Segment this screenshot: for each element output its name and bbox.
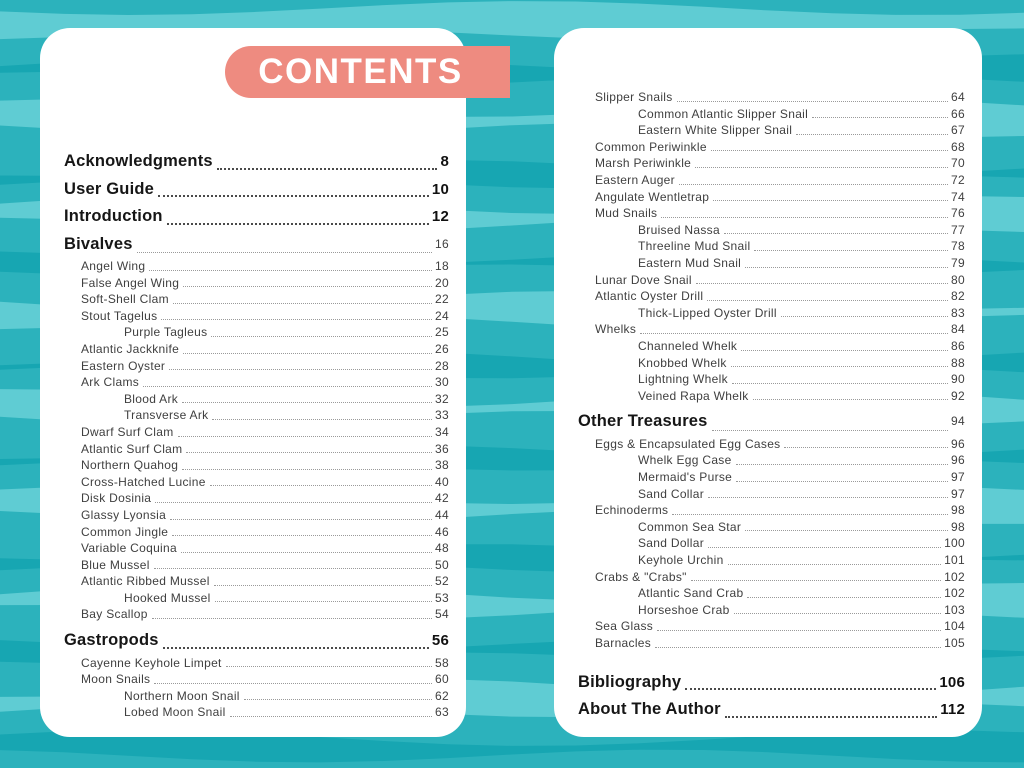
dot-leader	[211, 336, 432, 337]
toc-entry	[64, 540, 449, 557]
toc-entry-label: Atlantic Sand Crab	[638, 586, 744, 601]
toc-entry	[578, 618, 965, 635]
dot-leader	[230, 716, 433, 717]
toc-entry-label: Sea Glass	[595, 619, 654, 634]
dot-leader	[745, 530, 948, 531]
dot-leader	[149, 270, 432, 271]
dot-leader	[754, 250, 948, 251]
toc-page-number: 50	[435, 557, 449, 572]
toc-entry-label: Stout Tagelus	[81, 308, 158, 323]
toc-page-number: 62	[435, 688, 449, 703]
dot-leader	[210, 485, 432, 486]
dot-leader	[679, 184, 948, 185]
toc-left-column	[64, 148, 449, 721]
toc-page-number: 79	[951, 255, 965, 270]
dot-leader	[183, 353, 432, 354]
toc-entry-label: Common Sea Star	[638, 519, 742, 534]
toc-page-number: 112	[940, 701, 965, 718]
dot-leader	[661, 217, 948, 218]
toc-entry-label: Sand Dollar	[638, 536, 705, 551]
toc-page-number: 18	[435, 259, 449, 273]
toc-entry-label: Eastern Oyster	[81, 358, 166, 373]
toc-page-number: 60	[435, 672, 449, 687]
toc-entry-label: Variable Coquina	[81, 541, 177, 556]
toc-page-number: 80	[951, 272, 965, 287]
dot-leader	[695, 167, 948, 168]
toc-page-number: 106	[939, 673, 965, 691]
toc-page-number: 33	[435, 408, 449, 423]
dot-leader	[244, 699, 432, 700]
toc-entry-label: Dwarf Surf Clam	[81, 424, 174, 439]
toc-entry	[578, 272, 965, 289]
toc-entry	[578, 172, 965, 189]
toc-entry	[578, 106, 965, 123]
toc-entry-label: Threeline Mud Snail	[638, 239, 751, 254]
toc-entry	[578, 696, 965, 724]
toc-page-number: 48	[435, 541, 449, 556]
toc-entry	[578, 189, 965, 206]
toc-entry	[64, 557, 449, 574]
dot-leader	[214, 585, 432, 586]
toc-page-number: 24	[435, 308, 449, 323]
toc-entry-label: Angel Wing	[81, 259, 146, 273]
toc-entry-label: Ark Clams	[81, 375, 140, 390]
toc-page-number: 98	[951, 503, 965, 518]
toc-page-number: 90	[951, 372, 965, 387]
dot-leader	[724, 233, 948, 234]
dot-leader	[734, 613, 942, 614]
toc-page-number: 70	[951, 156, 965, 171]
dot-leader	[154, 568, 432, 569]
toc-entry	[64, 671, 449, 688]
toc-entry-label: Echinoderms	[595, 503, 669, 518]
toc-page-number: 44	[435, 507, 449, 522]
dot-leader	[711, 150, 948, 151]
toc-entry-label: Eggs & Encapsulated Egg Cases	[595, 436, 781, 451]
toc-entry-label: Atlantic Surf Clam	[81, 441, 183, 456]
toc-entry-label: Eastern White Slipper Snail	[638, 123, 793, 138]
toc-entry	[578, 602, 965, 619]
toc-entry	[578, 469, 965, 486]
toc-entry-label: Blood Ark	[124, 391, 179, 406]
dot-leader	[226, 666, 432, 667]
dot-leader	[685, 688, 936, 690]
toc-entry	[64, 606, 449, 623]
toc-page-number: 53	[435, 590, 449, 605]
toc-page-number: 56	[431, 632, 449, 650]
dot-leader	[212, 419, 432, 420]
dot-leader	[708, 547, 941, 548]
toc-entry-label: Other Treasures	[578, 412, 708, 431]
toc-entry	[578, 502, 965, 519]
contents-banner	[225, 46, 510, 98]
toc-entry	[64, 457, 449, 474]
toc-entry	[578, 338, 965, 355]
toc-page-number: 98	[951, 519, 965, 534]
toc-entry-label: Bibliography	[578, 672, 682, 691]
toc-page-number: 94	[951, 414, 965, 429]
toc-entry-label: Sand Collar	[638, 486, 705, 501]
dot-leader	[781, 316, 948, 317]
toc-entry	[578, 371, 965, 388]
dot-leader	[137, 252, 432, 253]
toc-page-number: 46	[435, 524, 449, 539]
toc-entry-label: Bay Scallop	[81, 607, 148, 622]
toc-entry-label: Glassy Lyonsia	[81, 507, 167, 522]
dot-leader	[163, 647, 429, 649]
toc-entry	[64, 573, 449, 590]
toc-page-number: 83	[951, 305, 965, 320]
toc-entry	[64, 308, 449, 325]
toc-entry-label: Horseshoe Crab	[638, 602, 730, 617]
dot-leader	[170, 519, 432, 520]
toc-entry	[578, 122, 965, 139]
toc-entry	[64, 627, 449, 655]
toc-page-number: 101	[944, 552, 965, 567]
toc-page-number: 40	[435, 474, 449, 489]
toc-entry	[64, 524, 449, 541]
toc-page-number: 34	[435, 424, 449, 439]
toc-entry	[64, 275, 449, 292]
toc-page-number: 16	[435, 236, 449, 251]
dot-leader	[747, 597, 941, 598]
toc-entry	[64, 424, 449, 441]
toc-entry-label: User Guide	[64, 179, 155, 198]
dot-leader	[812, 117, 948, 118]
page-title: CONTENTS	[258, 52, 463, 91]
toc-entry	[64, 490, 449, 507]
toc-entry	[578, 139, 965, 156]
dot-leader	[169, 369, 432, 370]
toc-page-number: 30	[435, 375, 449, 390]
dot-leader	[725, 716, 937, 718]
toc-page-number: 82	[951, 289, 965, 304]
toc-page-number: 42	[435, 491, 449, 506]
dot-leader	[728, 564, 942, 565]
toc-page-number: 38	[435, 458, 449, 473]
toc-entry-label: Eastern Mud Snail	[638, 255, 742, 270]
toc-page-number: 52	[435, 574, 449, 589]
toc-entry	[578, 355, 965, 372]
toc-entry	[578, 519, 965, 536]
dot-leader	[731, 366, 948, 367]
toc-entry	[64, 655, 449, 672]
toc-page-number: 105	[944, 635, 965, 650]
toc-entry-label: Common Periwinkle	[595, 139, 707, 154]
dot-leader	[181, 552, 432, 553]
toc-entry	[64, 507, 449, 524]
toc-entry	[64, 291, 449, 308]
toc-entry	[578, 155, 965, 172]
toc-entry	[64, 203, 449, 231]
toc-entry	[64, 688, 449, 705]
toc-entry	[64, 441, 449, 458]
toc-entry-label: Angulate Wentletrap	[595, 189, 710, 204]
toc-entry-label: Slipper Snails	[595, 90, 673, 104]
toc-page-number: 12	[431, 208, 449, 225]
toc-entry	[578, 669, 965, 697]
dot-leader	[696, 283, 948, 284]
toc-page-number: 54	[435, 607, 449, 622]
toc-entry	[578, 436, 965, 453]
toc-page-number: 103	[944, 602, 965, 617]
toc-entry-label: Crabs & "Crabs"	[595, 569, 687, 584]
toc-page-number: 84	[951, 322, 965, 337]
dot-leader	[657, 630, 941, 631]
toc-entry-label: Barnacles	[595, 635, 652, 650]
toc-page-number: 97	[951, 469, 965, 484]
toc-page-number: 74	[951, 189, 965, 204]
toc-entry	[64, 590, 449, 607]
dot-leader	[172, 535, 432, 536]
dot-leader	[677, 101, 948, 102]
dot-leader	[736, 464, 948, 465]
toc-entry	[64, 231, 449, 259]
toc-entry	[578, 486, 965, 503]
dot-leader	[161, 319, 432, 320]
toc-page-number: 77	[951, 222, 965, 237]
toc-entry-label: Hooked Mussel	[124, 590, 211, 605]
toc-entry	[578, 288, 965, 305]
toc-entry	[578, 321, 965, 338]
toc-entry-label: Mud Snails	[595, 206, 658, 221]
toc-entry-label: Lightning Whelk	[638, 372, 728, 387]
toc-entry	[578, 205, 965, 222]
toc-entry-label: Atlantic Ribbed Mussel	[81, 574, 210, 589]
toc-page-number: 64	[951, 90, 965, 104]
toc-entry-label: Bivalves	[64, 234, 133, 253]
toc-entry-label: Northern Quahog	[81, 458, 179, 473]
toc-entry	[64, 374, 449, 391]
toc-entry-label: Lobed Moon Snail	[124, 705, 226, 720]
toc-page-number: 102	[944, 569, 965, 584]
dot-leader	[745, 267, 948, 268]
dot-leader	[753, 399, 949, 400]
toc-entry-label: Blue Mussel	[81, 557, 150, 572]
toc-page-number: 92	[951, 388, 965, 403]
dot-leader	[691, 580, 941, 581]
toc-page-number: 36	[435, 441, 449, 456]
toc-page-number: 67	[951, 123, 965, 138]
toc-entry-label: Acknowledgments	[64, 152, 213, 170]
toc-page-number: 8	[440, 153, 449, 170]
toc-entry	[578, 585, 965, 602]
toc-entry	[578, 222, 965, 239]
toc-page-number: 26	[435, 341, 449, 356]
dot-leader	[741, 350, 948, 351]
toc-entry	[64, 407, 449, 424]
toc-entry	[64, 704, 449, 721]
toc-page-number: 102	[944, 586, 965, 601]
toc-entry	[578, 635, 965, 652]
dot-leader	[154, 683, 432, 684]
toc-entry-label: Keyhole Urchin	[638, 552, 724, 567]
toc-page-number: 97	[951, 486, 965, 501]
toc-page-number: 28	[435, 358, 449, 373]
contents-page-right	[554, 28, 982, 737]
toc-entry	[64, 391, 449, 408]
toc-entry	[578, 408, 965, 436]
dot-leader	[182, 469, 432, 470]
toc-entry	[578, 552, 965, 569]
dot-leader	[215, 601, 432, 602]
dot-leader	[155, 502, 432, 503]
dot-leader	[736, 481, 948, 482]
toc-entry-label: Soft-Shell Clam	[81, 292, 169, 307]
toc-entry	[578, 535, 965, 552]
toc-entry-label: Atlantic Oyster Drill	[595, 289, 704, 304]
dot-leader	[713, 200, 948, 201]
toc-right-column	[578, 89, 965, 724]
toc-entry-label: Mermaid's Purse	[638, 469, 733, 484]
dot-leader	[708, 497, 948, 498]
toc-entry	[64, 258, 449, 275]
toc-page-number: 100	[944, 536, 965, 551]
toc-entry-label: Knobbed Whelk	[638, 355, 727, 370]
dot-leader	[217, 168, 438, 170]
toc-page-number: 10	[431, 180, 449, 198]
toc-entry-label: Cross-Hatched Lucine	[81, 474, 206, 489]
toc-page-number: 88	[951, 355, 965, 370]
toc-page-number: 20	[435, 275, 449, 290]
toc-page-number: 63	[435, 705, 449, 720]
toc-entry-label: Lunar Dove Snail	[595, 272, 692, 287]
toc-entry-label: Introduction	[64, 207, 163, 225]
toc-page-number: 96	[951, 453, 965, 468]
dot-leader	[784, 447, 948, 448]
toc-entry-label: Bruised Nassa	[638, 222, 720, 237]
toc-page-number: 78	[951, 239, 965, 254]
toc-page-number: 66	[951, 106, 965, 121]
toc-entry	[578, 305, 965, 322]
toc-entry	[578, 569, 965, 586]
toc-page-number: 25	[435, 325, 449, 340]
toc-entry-label: Purple Tagleus	[124, 325, 208, 340]
toc-page-number: 76	[951, 206, 965, 221]
toc-page-number: 22	[435, 292, 449, 307]
toc-entry-label: False Angel Wing	[81, 275, 180, 290]
toc-entry	[578, 238, 965, 255]
toc-entry	[578, 255, 965, 272]
dot-leader	[655, 647, 941, 648]
toc-page-number: 32	[435, 391, 449, 406]
dot-leader	[640, 333, 948, 334]
toc-entry-label: Marsh Periwinkle	[595, 156, 692, 171]
toc-entry-label: Atlantic Jackknife	[81, 341, 180, 356]
toc-entry	[64, 358, 449, 375]
toc-entry-label: Channeled Whelk	[638, 338, 738, 353]
toc-entry-label: Eastern Auger	[595, 172, 675, 187]
toc-entry	[64, 148, 449, 176]
toc-entry-label: Disk Dosinia	[81, 491, 152, 506]
toc-page-number: 86	[951, 338, 965, 353]
toc-entry	[64, 341, 449, 358]
dot-leader	[178, 436, 433, 437]
dot-leader	[183, 286, 432, 287]
toc-entry	[578, 388, 965, 405]
toc-entry-label: Veined Rapa Whelk	[638, 388, 749, 403]
toc-page-number: 68	[951, 139, 965, 154]
dot-leader	[182, 402, 432, 403]
toc-entry-label: About The Author	[578, 700, 721, 718]
toc-entry-label: Common Jingle	[81, 524, 169, 539]
toc-entry	[64, 176, 449, 204]
dot-leader	[707, 300, 948, 301]
toc-entry-label: Thick-Lipped Oyster Drill	[638, 305, 777, 320]
toc-page-number: 104	[944, 619, 965, 634]
toc-entry-label: Cayenne Keyhole Limpet	[81, 655, 222, 670]
dot-leader	[158, 195, 429, 197]
toc-entry-label: Gastropods	[64, 631, 159, 650]
dot-leader	[796, 134, 948, 135]
toc-page-number: 72	[951, 172, 965, 187]
dot-leader	[672, 514, 948, 515]
toc-page-number: 96	[951, 436, 965, 451]
toc-entry	[578, 452, 965, 469]
dot-leader	[186, 452, 432, 453]
dot-leader	[712, 430, 948, 431]
contents-page-left	[40, 28, 466, 737]
dot-leader	[167, 223, 429, 225]
toc-entry	[64, 474, 449, 491]
toc-entry	[578, 89, 965, 106]
toc-entry-label: Common Atlantic Slipper Snail	[638, 106, 809, 121]
toc-page-number: 58	[435, 655, 449, 670]
dot-leader	[152, 618, 432, 619]
dot-leader	[173, 303, 432, 304]
toc-entry-label: Whelk Egg Case	[638, 453, 732, 468]
toc-entry-label: Whelks	[595, 322, 637, 337]
toc-entry-label: Northern Moon Snail	[124, 688, 240, 703]
toc-entry	[64, 324, 449, 341]
toc-entry-label: Transverse Ark	[124, 408, 209, 423]
dot-leader	[732, 383, 948, 384]
dot-leader	[143, 386, 432, 387]
toc-entry-label: Moon Snails	[81, 672, 151, 687]
